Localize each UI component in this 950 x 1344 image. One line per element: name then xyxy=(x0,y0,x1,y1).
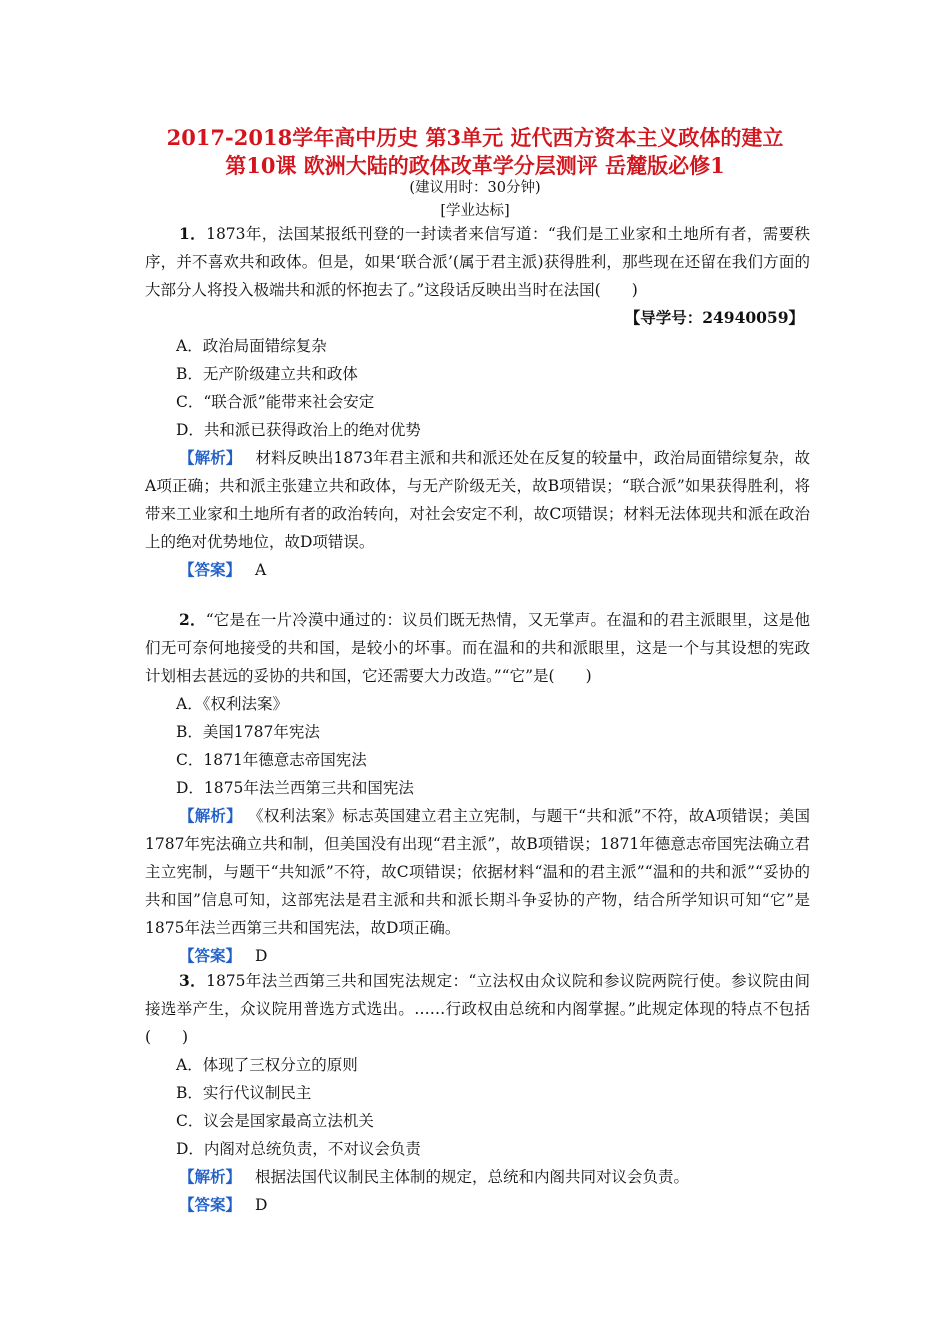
question-number: 2． xyxy=(179,610,206,629)
answer-value: D xyxy=(255,1196,268,1214)
answer-label: 【答案】 xyxy=(179,1195,242,1214)
answer-label: 【答案】 xyxy=(179,946,242,965)
answer xyxy=(145,556,810,584)
section-heading: [学业达标] xyxy=(440,203,510,219)
question-number: 1． xyxy=(179,224,207,243)
suggested-duration: (建议用时：30分钟) xyxy=(409,180,541,196)
analysis xyxy=(145,444,810,556)
question-text: 1873年，法国某报纸刊登的一封读者来信写道：“我们是工业家和土地所有者，需要秩序，并不喜欢共和政体。但是，如果‘联合派’(属于君主派)获得胜利，那些现在还留在我们方面的大部分人将投入极端共和派的怀抱去了。”这段话反映出当时在法国( ) xyxy=(145,225,810,299)
option-b: B．美国1787年宪法 xyxy=(176,723,320,741)
option-b: B．实行代议制民主 xyxy=(176,1084,312,1102)
analysis-text: 根据法国代议制民主体制的规定，总统和内阁共同对议会负责。 xyxy=(255,1168,690,1186)
option-d: D．内阁对总统负责，不对议会负责 xyxy=(176,1140,421,1158)
answer-value: D xyxy=(255,947,268,965)
document-title-line2: 第10课 欧洲大陆的政体改革学分层测评 岳麓版必修1 xyxy=(225,153,725,178)
option-a: A．政治局面错综复杂 xyxy=(176,337,327,355)
analysis-label: 【解析】 xyxy=(179,806,242,825)
question-3 xyxy=(145,967,810,1219)
document-title-line1: 2017-2018学年高中历史 第3单元 近代西方资本主义政体的建立 xyxy=(166,125,784,150)
analysis xyxy=(145,802,810,942)
analysis-text: 材料反映出1873年君主派和共和派还处在反复的较量中，政治局面错综复杂，故A项正确；共和派主张建立共和政体，与无产阶级无关，故B项错误；“联合派”如果获得胜利，将带来工业家和土地所有者的政治转向，对社会安定不利，故C项错误；材料无法体现共和派在政治上的绝对优势地位，故D项错误。 xyxy=(145,449,810,551)
option-a: A．《权利法案》 xyxy=(176,695,288,713)
analysis-text: 《权利法案》标志英国建立君主立宪制，与题干“共和派”不符，故A项错误；美国1787年宪法确立共和制，但美国没有出现“君主派”，故B项错误；1871年德意志帝国宪法确立君主立宪制，与题干“共知派”不符，故C项错误；依据材料“温和的君主派”“温和的共和派”“妥协的共和国”信息可知，这部宪法是君主派和共和派长期斗争妥协的产物，结合所学知识可知“它”是1875年法兰西第三共和国宪法，故D项正确。 xyxy=(145,807,810,937)
option-c: C．议会是国家最高立法机关 xyxy=(176,1112,374,1130)
option-c: C．1871年德意志帝国宪法 xyxy=(176,751,367,769)
option-c: C．“联合派”能带来社会安定 xyxy=(176,393,375,411)
answer-label: 【答案】 xyxy=(179,560,242,579)
question-text: 1875年法兰西第三共和国宪法规定：“立法权由众议院和参议院两院行使。参议院由间接选举产生，众议院用普选方式选出。……行政权由总统和内阁掌握。”此规定体现的特点不包括( ) xyxy=(145,972,810,1046)
option-d: D．共和派已获得政治上的绝对优势 xyxy=(176,421,421,439)
question-stem xyxy=(145,220,810,304)
question-number: 3． xyxy=(179,971,207,990)
answer xyxy=(145,1191,810,1219)
guide-number: 【导学号：24940059】 xyxy=(624,308,804,327)
question-text: “它是在一片冷漠中通过的：议员们既无热情，又无掌声。在温和的君主派眼里，这是他们无可奈何地接受的共和国，是较小的坏事。而在温和的共和派眼里，这是一个与其设想的宪政计划相去甚远的妥协的共和国，它还需要大力改造。”“它”是( ) xyxy=(145,611,810,685)
question-stem xyxy=(145,606,810,690)
option-d: D．1875年法兰西第三共和国宪法 xyxy=(176,779,414,797)
analysis-label: 【解析】 xyxy=(179,1167,242,1186)
analysis-label: 【解析】 xyxy=(179,448,242,467)
question-stem xyxy=(145,967,810,1051)
answer-value: A xyxy=(255,561,267,579)
option-b: B．无产阶级建立共和政体 xyxy=(176,365,358,383)
question-2 xyxy=(145,606,810,970)
analysis xyxy=(145,1163,810,1191)
option-a: A．体现了三权分立的原则 xyxy=(176,1056,358,1074)
answer xyxy=(145,942,810,970)
question-1 xyxy=(145,220,810,584)
